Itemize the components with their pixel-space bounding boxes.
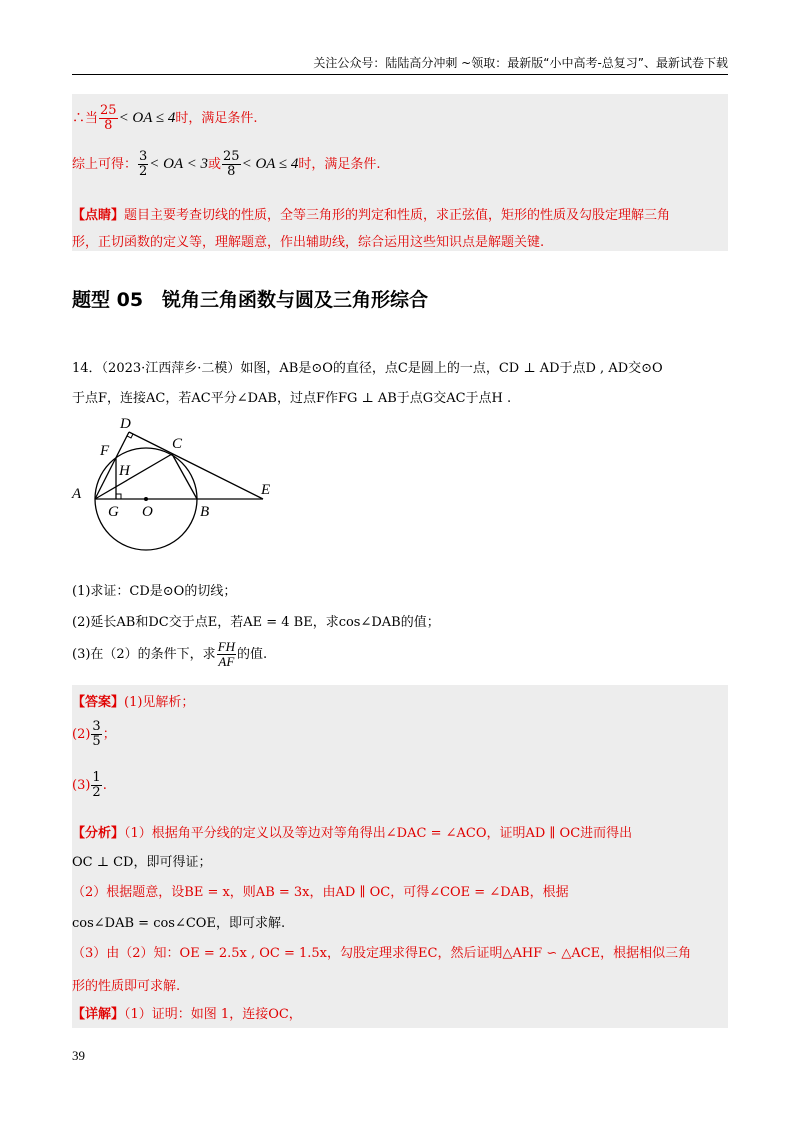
fraction: $\frac{25}{8}$ <box>100 103 117 133</box>
condition-line-1: ∴当 $\frac{25}{8}$ < OA ≤ 4时，满足条件. <box>72 103 258 133</box>
label-o: O <box>142 504 153 520</box>
label-a: A <box>72 486 82 502</box>
detail-line-1: 【详解】（1）证明：如图 1，连接OC， <box>72 1007 302 1022</box>
solution-box-top <box>72 94 728 251</box>
right-angle-g <box>116 494 121 499</box>
fraction: $\frac{3}{2}$ <box>139 149 148 179</box>
answer-line-2: (2) $\frac{3}{5}$ ； <box>72 719 116 749</box>
condition-line-2: 综上可得： $\frac{3}{2}$ < OA < 3或 $\frac{25}{8}$ < OA ≤ 4时，满足条件. <box>72 149 381 179</box>
answer-line-1: 【答案】(1)见解析； <box>72 695 195 710</box>
sub-question-3: (3)在（2）的条件下，求 $\frac{FH}{AF}$ 的值. <box>72 639 268 669</box>
page-header: 关注公众号：陆陆高分冲刺 ~领取：最新版“小中高考-总复习”、最新试卷下载 <box>72 54 728 75</box>
label-c: C <box>172 436 183 452</box>
fraction: $\frac{3}{5}$ <box>92 719 101 749</box>
question-line-1: 14．（2023·江西萍乡·二模）如图，AB是⊙O的直径，点C是圆上的一点，CD ⊥ AD于点D , AD交⊙O <box>72 361 663 376</box>
fraction: $\frac{1}{2}$ <box>92 770 101 800</box>
fraction: $\frac{25}{8}$ <box>223 149 240 179</box>
label-e: E <box>261 482 271 498</box>
line-cb <box>172 454 197 499</box>
analysis-line-4: cos∠DAB = cos∠COE，即可求解. <box>72 916 286 931</box>
sub-question-1: (1)求证：CD是⊙O的切线； <box>72 584 237 599</box>
label-h: H <box>119 463 130 479</box>
label-d: D <box>120 416 131 432</box>
center-dot <box>144 497 148 501</box>
geometry-figure <box>60 410 290 570</box>
comment-line-1: 【点睛】题目主要考查切线的性质，全等三角形的判定和性质，求正弦值，矩形的性质及勾股定理解三角 <box>72 208 671 223</box>
analysis-line-3: （2）根据题意，设BE = x，则AB = 3x，由AD ∥ OC，可得∠COE = ∠DAB，根据 <box>72 885 569 900</box>
question-line-2: 于点F，连接AC，若AC平分∠DAB，过点F作FG ⊥ AB于点G交AC于点H . <box>72 391 512 406</box>
analysis-line-2: OC ⊥ CD，即可得证； <box>72 855 212 870</box>
analysis-line-6: 形的性质即可求解. <box>72 979 181 994</box>
analysis-line-1: 【分析】（1）根据角平分线的定义以及等边对等角得出∠DAC = ∠ACO，证明AD ∥ OC进而得出 <box>72 826 633 841</box>
fraction: $\frac{FH}{AF}$ <box>217 639 236 669</box>
page-number: 39 <box>72 1048 85 1063</box>
solution-box-answer <box>72 685 728 1028</box>
label-f: F <box>100 443 110 459</box>
label-g: G <box>108 504 119 520</box>
sub-question-2: (2)延长AB和DC交于点E，若AE = 4 BE，求cos∠DAB的值； <box>72 615 440 630</box>
label-b: B <box>200 504 210 520</box>
analysis-line-5: （3）由（2）知：OE = 2.5x , OC = 1.5x，勾股定理求得EC，然后证明△AHF ∽ △ACE，根据相似三角 <box>72 946 692 961</box>
answer-line-3: (3) $\frac{1}{2}$ . <box>72 770 107 800</box>
section-title: 题型 05 锐角三角函数与圆及三角形综合 <box>72 289 429 311</box>
comment-line-2: 形，正切函数的定义等，理解题意，作出辅助线，综合运用这些知识点是解题关键. <box>72 235 545 250</box>
